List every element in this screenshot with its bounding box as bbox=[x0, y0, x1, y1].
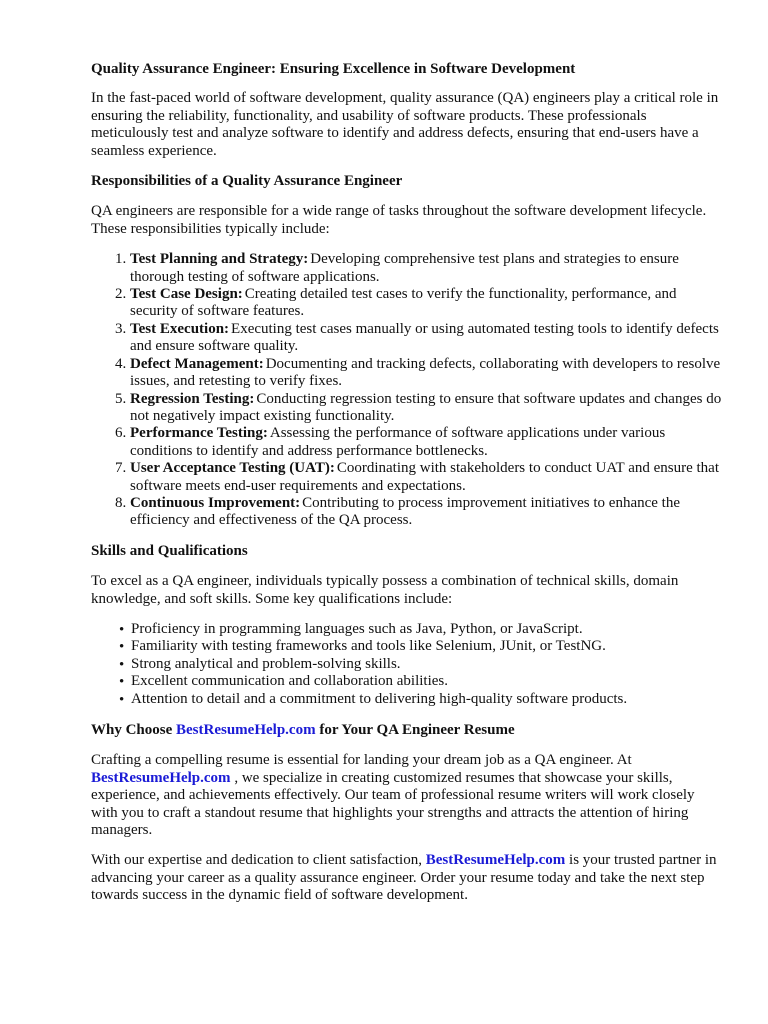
document-title: Quality Assurance Engineer: Ensuring Excellence in Software Development bbox=[91, 61, 576, 77]
list-item bbox=[130, 286, 722, 321]
list-item-term: Test Case Design: bbox=[130, 286, 243, 303]
intro-paragraph: In the fast-paced world of software development, quality assurance (QA) engineers play a critical role in ensuring the reliability, functionality, and usability of software products. These professionals meticulously test and analyze software to identify and address defects, ensuring that end-users have a seamless experience. bbox=[91, 90, 719, 159]
list-item-term: Defect Management: bbox=[130, 355, 264, 372]
list-item: • Proficiency in programming languages such as Java, Python, or JavaScript. bbox=[91, 621, 722, 638]
list-item: • Familiarity with testing frameworks and tools like Selenium, JUnit, or TestNG. bbox=[91, 638, 722, 655]
list-item-term: Performance Testing: bbox=[130, 425, 268, 442]
brand-link[interactable]: BestResumeHelp.com bbox=[91, 769, 231, 786]
list-item-term: Continuous Improvement: bbox=[130, 494, 301, 511]
list-item: • Strong analytical and problem-solving skills. bbox=[91, 656, 722, 673]
responsibilities-intro: QA engineers are responsible for a wide range of tasks throughout the software development lifecycle. These responsibilities typically include: bbox=[91, 203, 707, 237]
list-item-desc: Documenting and tracking defects, collaborating with developers to resolve issues, and retesting to verify fixes. bbox=[130, 355, 721, 390]
paragraph-text: Crafting a compelling resume is essential for landing your dream job as a QA engineer. At bbox=[91, 752, 632, 769]
list-item-term: Test Execution: bbox=[130, 320, 230, 337]
why-heading-prefix: Why Choose bbox=[91, 722, 177, 738]
responsibilities-list bbox=[91, 251, 722, 530]
paragraph-text: , we specialize in creating customized resumes that showcase your skills, experience, and achievements effectively. Our team of professional resume writers will work closely with you to craft a standout resume that highlights your strengths and attracts the attention of hiring managers. bbox=[91, 769, 695, 839]
list-item-desc: Contributing to process improvement initiatives to enhance the efficiency and effectiveness of the QA process. bbox=[130, 494, 680, 529]
why-paragraph-1 bbox=[91, 752, 722, 839]
list-item-desc: Developing comprehensive test plans and strategies to ensure thorough testing of software applications. bbox=[130, 251, 679, 285]
why-heading-suffix: for Your QA Engineer Resume bbox=[315, 722, 515, 738]
list-item: • Attention to detail and a commitment to delivering high-quality software products. bbox=[91, 691, 722, 708]
list-item-term: Regression Testing: bbox=[130, 390, 255, 407]
list-item bbox=[130, 425, 722, 460]
paragraph-text: With our expertise and dedication to client satisfaction, bbox=[91, 852, 426, 869]
list-item-desc: Creating detailed test cases to verify the functionality, performance, and security of software features. bbox=[130, 286, 677, 320]
list-item bbox=[130, 321, 722, 356]
why-choose-heading bbox=[91, 722, 722, 739]
list-item: • Excellent communication and collaboration abilities. bbox=[91, 673, 722, 690]
list-item bbox=[130, 460, 722, 495]
list-item-desc: Coordinating with stakeholders to conduct UAT and ensure that software meets end-user requirements and expectations. bbox=[130, 460, 719, 494]
list-item-desc: Assessing the performance of software applications under various conditions to identify and address performance bottlenecks. bbox=[130, 425, 666, 459]
list-item-desc: Conducting regression testing to ensure that software updates and changes do not negatively impact existing functionality. bbox=[130, 390, 722, 424]
list-item-term: User Acceptance Testing (UAT): bbox=[130, 460, 335, 477]
skills-list bbox=[91, 621, 722, 708]
brand-link[interactable]: BestResumeHelp.com bbox=[176, 722, 316, 738]
responsibilities-heading: Responsibilities of a Quality Assurance Engineer bbox=[91, 173, 403, 190]
list-item-desc: Executing test cases manually or using automated testing tools to identify defects and ensure software quality. bbox=[130, 320, 719, 355]
why-paragraph-2 bbox=[91, 852, 722, 904]
list-item bbox=[130, 391, 722, 426]
list-item bbox=[130, 251, 722, 286]
list-item-term: Test Planning and Strategy: bbox=[130, 251, 309, 268]
brand-link[interactable]: BestResumeHelp.com bbox=[425, 852, 566, 869]
list-item bbox=[130, 356, 722, 391]
skills-heading: Skills and Qualifications bbox=[91, 542, 248, 559]
skills-intro: To excel as a QA engineer, individuals typically possess a combination of technical skills, domain knowledge, and soft skills. Some key qualifications include: bbox=[91, 573, 679, 607]
paragraph-text: is your trusted partner in advancing your career as a quality assurance engineer. Order your resume today and take the next step towards success in the dynamic field of software development. bbox=[91, 852, 717, 904]
list-item bbox=[130, 495, 722, 530]
